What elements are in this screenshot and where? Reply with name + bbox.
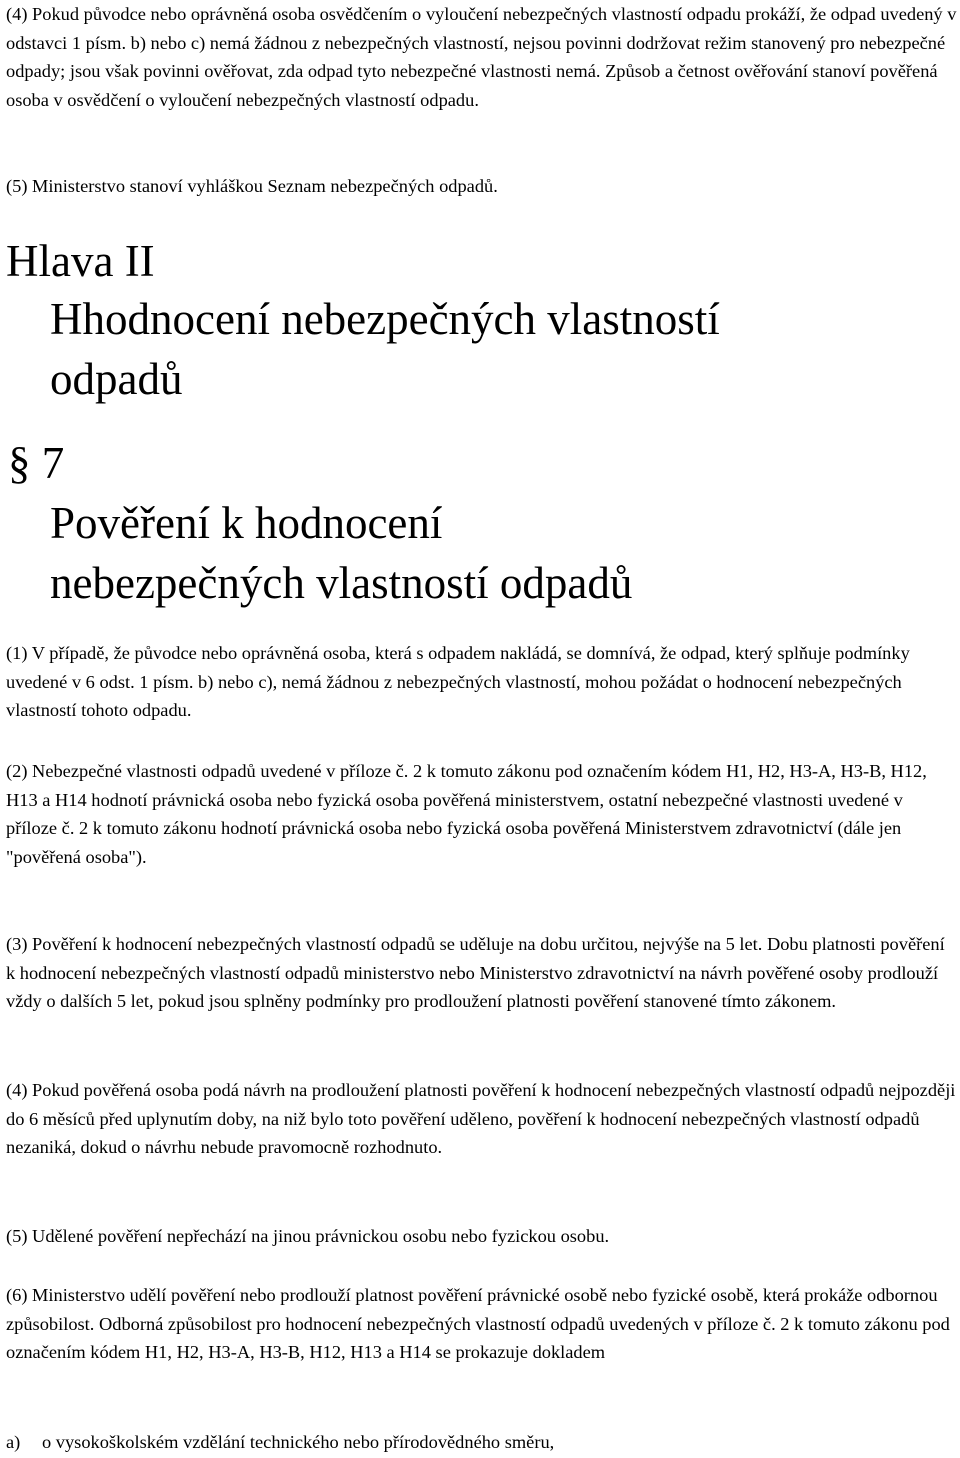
paragraph-4 (6, 1076, 958, 1162)
paragraph-text: (4) Pokud pověřená osoba podá návrh na prodloužení platnosti pověření k hodnocení nebezpečných vlastností odpadů nejpozději do 6 měsíců před uplynutím doby, na niž bylo toto pověření uděleno, pověření k hodnocení nebezpečných vlastností odpadů nezaniká, dokud o návrhu nebude pravomocně rozhodnuto. (6, 1080, 956, 1158)
hlava-number: Hlava II (6, 236, 155, 286)
paragraph-text: (5) Udělené pověření nepřechází na jinou právnickou osobu nebo fyzickou osobu. (6, 1226, 610, 1246)
paragraph-6 (6, 1281, 958, 1367)
list-text: o vysokoškolském vzdělání technického nebo přírodovědného směru, (42, 1432, 555, 1452)
paragraph-text: (1) V případě, že původce nebo oprávněná osoba, která s odpadem nakládá, se domnívá, že odpad, který splňuje podmínky uvedené v 6 odst. 1 písm. b) nebo c), nemá žádnou z nebezpečných vlastností, mohou požádat o hodnocení nebezpečných vlastností tohoto odpadu. (6, 643, 910, 721)
list-marker: a) (6, 1432, 21, 1452)
section-title-line1: Pověření k hodnocení (50, 498, 443, 548)
paragraph-1 (6, 639, 958, 725)
section-title-line2: nebezpečných vlastností odpadů (50, 558, 633, 608)
paragraph-text: (6) Ministerstvo udělí pověření nebo prodlouží platnost pověření právnické osobě nebo fyzické osobě, která prokáže odbornou způsobilost. Odborná způsobilost pro hodnocení nebezpečných vlastností odpadů uvedených v příloze č. 2 k tomuto zákonu pod označením kódem H1, H2, H3-A, H3-B, H12, H13 a H14 se prokazuje dokladem (6, 1285, 950, 1363)
hlava-title-line1: Hhodnocení nebezpečných vlastností (50, 294, 720, 344)
list-item (6, 1428, 554, 1457)
paragraph-text: (4) Pokud původce nebo oprávněná osoba osvědčením o vyloučení nebezpečných vlastností odpadu prokáží, že odpad uvedený v odstavci 1 písm. b) nebo c) nemá žádnou z nebezpečných vlastností, nejsou povinni dodržovat režim stanovený pro nebezpečné odpady; jsou však povinni ověřovat, zda odpad tyto nebezpečné vlastnosti nemá. Způsob a četnost ověřování stanoví pověřená osoba v osvědčení o vyloučení nebezpečných vlastností odpadu. (6, 4, 957, 110)
paragraph-2 (6, 757, 958, 871)
section-number: § 7 (8, 438, 65, 488)
top-paragraph-4 (6, 0, 958, 114)
paragraph-text: (3) Pověření k hodnocení nebezpečných vlastností odpadů se uděluje na dobu určitou, nejvýše na 5 let. Dobu platnosti pověření k hodnocení nebezpečných vlastností odpadů ministerstvo nebo Ministerstvo zdravotnictví na návrh pověřené osoby prodlouží vždy o dalších 5 let, pokud jsou splněny podmínky pro prodloužení platnosti pověření stanovené tímto zákonem. (6, 934, 945, 1012)
paragraph-text: (5) Ministerstvo stanoví vyhláškou Seznam nebezpečných odpadů. (6, 176, 498, 196)
paragraph-3 (6, 930, 958, 1016)
hlava-title-line2: odpadů (50, 354, 183, 404)
paragraph-text: (2) Nebezpečné vlastnosti odpadů uvedené v příloze č. 2 k tomuto zákonu pod označením kódem H1, H2, H3-A, H3-B, H12, H13 a H14 hodnotí právnická osoba nebo fyzická osoba pověřená ministerstvem, ostatní nebezpečné vlastnosti uvedené v příloze č. 2 k tomuto zákonu hodnotí právnická osoba nebo fyzická osoba pověřená Ministerstvem zdravotnictví (dále jen "pověřená osoba"). (6, 761, 927, 867)
paragraph-5 (6, 1222, 958, 1251)
top-paragraph-5 (6, 172, 958, 201)
